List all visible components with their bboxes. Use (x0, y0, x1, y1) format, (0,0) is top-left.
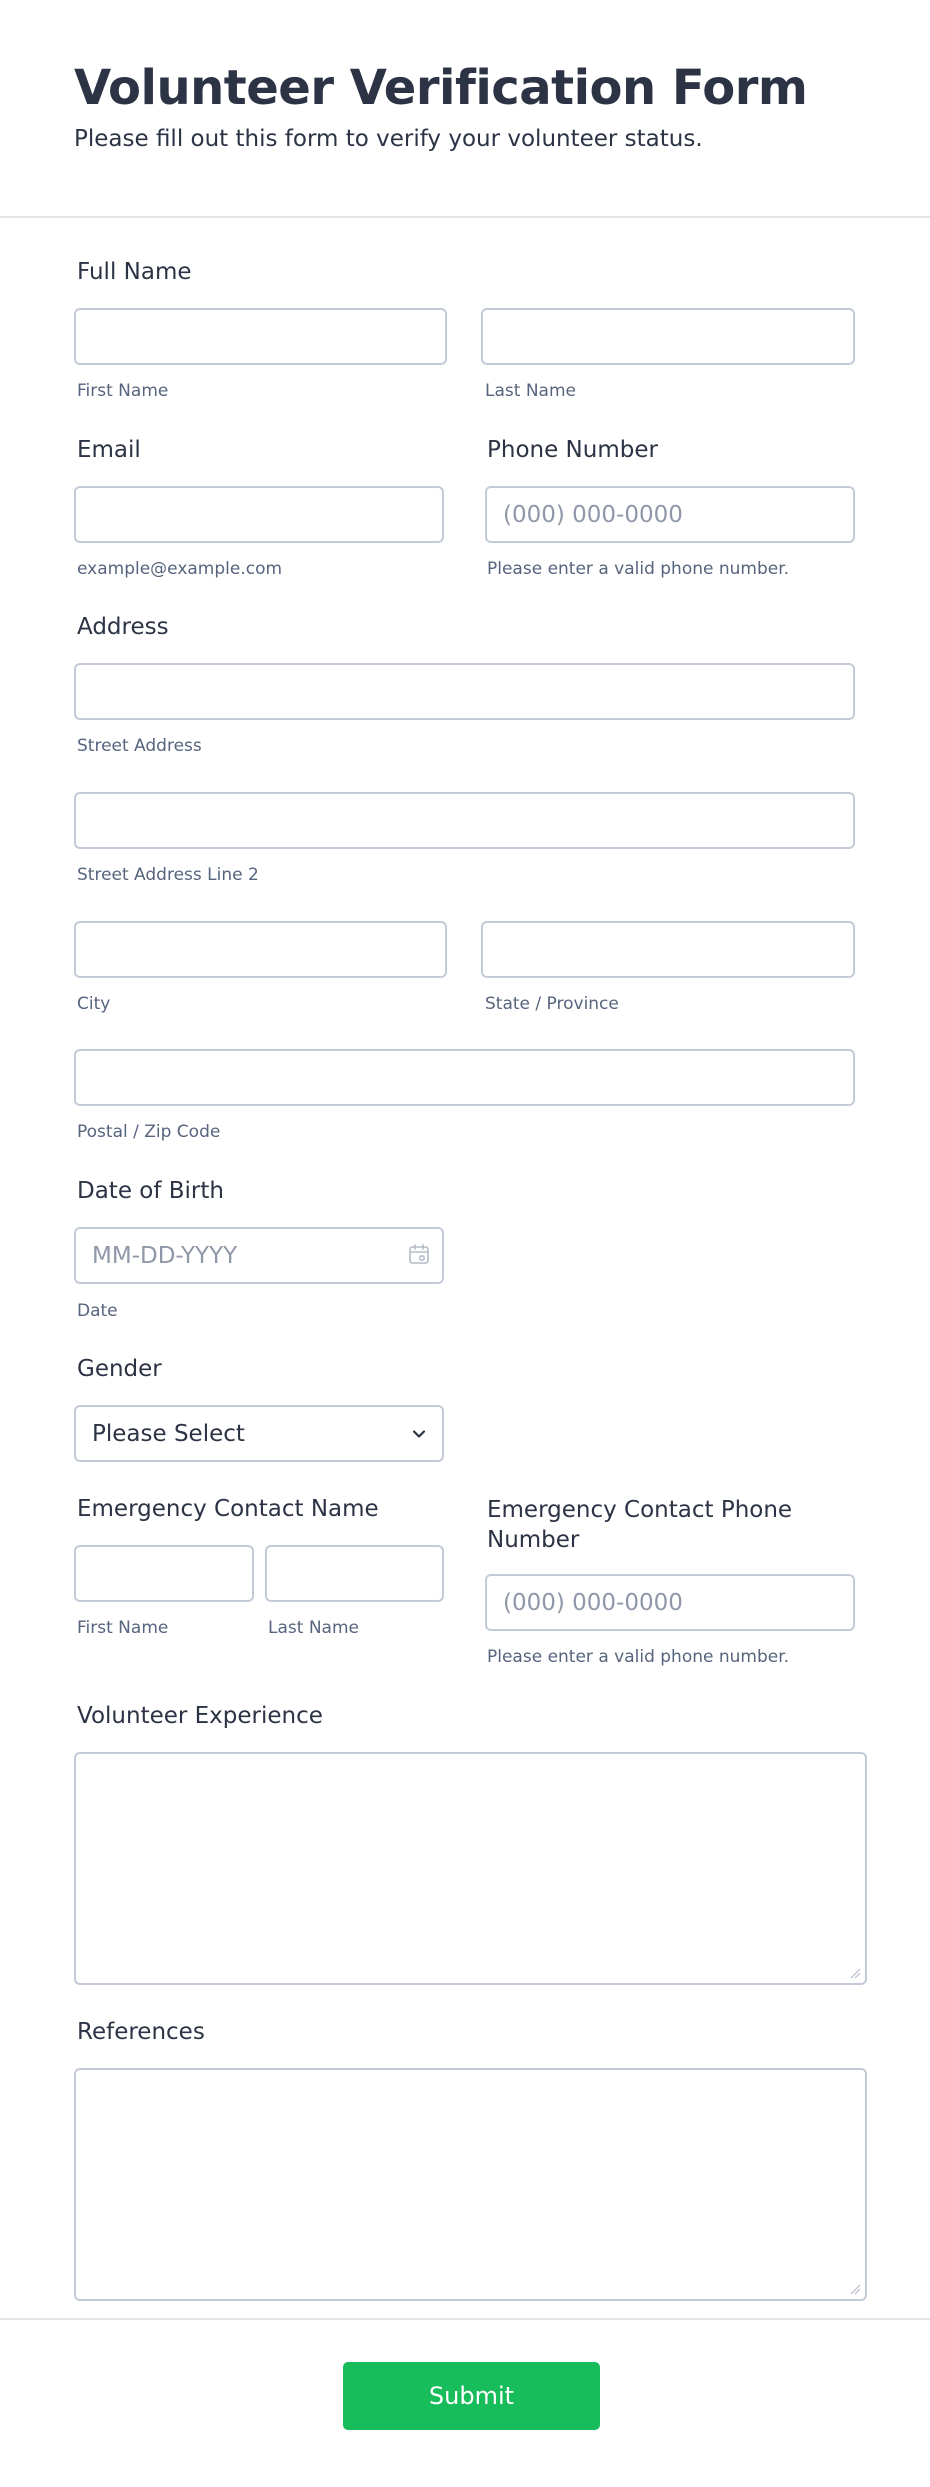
dob-input[interactable] (74, 1227, 444, 1284)
calendar-icon[interactable] (408, 1243, 430, 1265)
gender-select[interactable] (74, 1405, 444, 1462)
emergency-first-name-sublabel: First Name (77, 1618, 169, 1638)
references-textarea[interactable] (74, 2068, 867, 2301)
full-name-label: Full Name (77, 259, 192, 285)
email-sublabel: example@example.com (77, 559, 283, 579)
experience-textarea[interactable] (74, 1752, 867, 1985)
form-title: Volunteer Verification Form (74, 60, 808, 116)
emergency-phone-sublabel: Please enter a valid phone number. (487, 1647, 790, 1667)
emergency-phone-input[interactable] (485, 1574, 855, 1631)
first-name-input[interactable] (74, 308, 447, 365)
city-input[interactable] (74, 921, 447, 978)
address-label: Address (77, 614, 169, 640)
submit-button[interactable]: Submit (343, 2362, 600, 2430)
phone-label: Phone Number (487, 437, 658, 463)
phone-input[interactable] (485, 486, 855, 543)
emergency-phone-label: Emergency Contact Phone Number (487, 1497, 793, 1553)
resize-handle-icon[interactable] (849, 1967, 861, 1979)
form-subtitle: Please fill out this form to verify your volunteer status. (74, 126, 703, 152)
last-name-sublabel: Last Name (485, 381, 576, 401)
dob-sublabel: Date (77, 1301, 118, 1321)
chevron-down-icon (410, 1425, 428, 1443)
resize-handle-icon[interactable] (849, 2283, 861, 2295)
email-input[interactable] (74, 486, 444, 543)
city-sublabel: City (77, 994, 111, 1014)
zip-input[interactable] (74, 1049, 855, 1106)
footer-divider (0, 2318, 930, 2320)
zip-sublabel: Postal / Zip Code (77, 1122, 221, 1142)
form-header (0, 0, 930, 218)
emergency-name-label: Emergency Contact Name (77, 1496, 379, 1522)
last-name-input[interactable] (481, 308, 855, 365)
gender-selected-value: Please Select (92, 1420, 245, 1447)
state-sublabel: State / Province (485, 994, 619, 1014)
emergency-last-name-sublabel: Last Name (268, 1618, 359, 1638)
phone-sublabel: Please enter a valid phone number. (487, 559, 790, 579)
references-label: References (77, 2019, 205, 2045)
dob-label: Date of Birth (77, 1178, 224, 1204)
first-name-sublabel: First Name (77, 381, 169, 401)
street-address-line2-sublabel: Street Address Line 2 (77, 865, 259, 885)
dob-field (74, 1227, 444, 1284)
experience-label: Volunteer Experience (77, 1703, 323, 1729)
emergency-first-name-input[interactable] (74, 1545, 254, 1602)
emergency-last-name-input[interactable] (265, 1545, 444, 1602)
street-address-line2-input[interactable] (74, 792, 855, 849)
gender-label: Gender (77, 1356, 162, 1382)
street-address-sublabel: Street Address (77, 736, 202, 756)
street-address-input[interactable] (74, 663, 855, 720)
state-input[interactable] (481, 921, 855, 978)
email-label: Email (77, 437, 141, 463)
